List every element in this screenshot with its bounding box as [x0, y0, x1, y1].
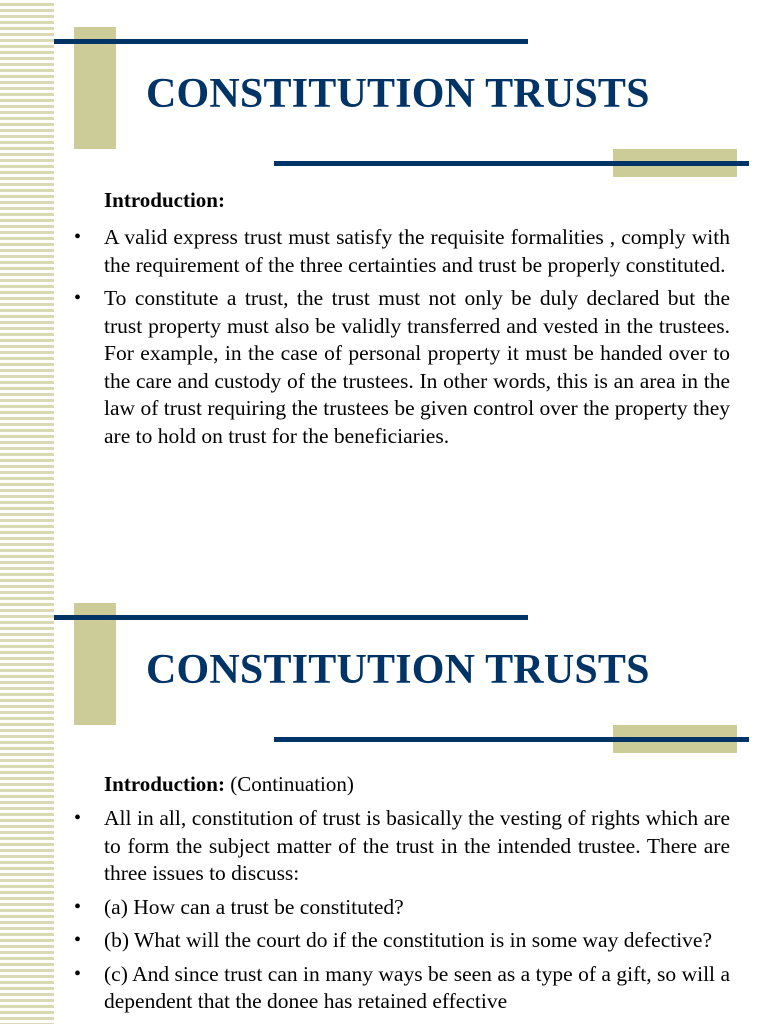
list-item — [0, 285, 730, 450]
list-item-text: A valid express trust must satisfy the requisite formalities , comply with the requirement of the three certainties and trust be properly constituted. — [104, 225, 730, 277]
bullet-icon: • — [74, 807, 82, 829]
bullet-list — [0, 805, 730, 1022]
slide-subheading — [104, 772, 354, 797]
list-item — [0, 927, 730, 955]
bullet-icon: • — [74, 929, 82, 951]
list-item-text: To constitute a trust, the trust must not only be duly declared but the trust property must also be validly transferred and vested in the trustees. For example, in the case of personal property it must be handed over to the care and custody of the trustees. In other words, this is an area in the law of trust requiring the trustees be given control over the property they are to hold on trust for the beneficiaries. — [104, 286, 730, 448]
list-item-text: (c) And since trust can in many ways be seen as a type of a gift, so will a dependent that the donee has retained effective — [104, 961, 730, 1013]
title-rule-top — [54, 615, 528, 620]
subheading-extra: (Continuation) — [224, 772, 354, 796]
slide-2 — [0, 576, 768, 1024]
subheading-label: Introduction: — [104, 188, 225, 212]
list-item-text: (b) What will the court do if the constitution is in some way defective? — [104, 928, 713, 952]
accent-block-vertical — [74, 27, 116, 149]
slide-subheading — [104, 188, 225, 213]
bullet-list — [0, 224, 730, 456]
bullet-icon: • — [74, 226, 82, 248]
title-rule-bottom — [274, 737, 749, 742]
list-item — [0, 961, 730, 1016]
list-item-text: All in all, constitution of trust is basically the vesting of rights which are to form the subject matter of the trust in the intended trustee. There are three issues to discuss: — [104, 806, 730, 885]
list-item-text: (a) How can a trust be constituted? — [104, 894, 404, 919]
list-item — [0, 805, 730, 888]
bullet-icon: • — [74, 287, 82, 309]
accent-block-vertical — [74, 603, 116, 725]
list-item — [0, 894, 730, 922]
slide-title: CONSTITUTION TRUSTS — [146, 647, 650, 693]
title-rule-bottom — [274, 161, 749, 166]
title-rule-top — [54, 39, 528, 44]
subheading-label: Introduction: — [104, 772, 225, 796]
bullet-icon: • — [74, 895, 82, 918]
list-item — [0, 224, 730, 279]
slide-title: CONSTITUTION TRUSTS — [146, 71, 650, 117]
bullet-icon: • — [74, 962, 82, 985]
